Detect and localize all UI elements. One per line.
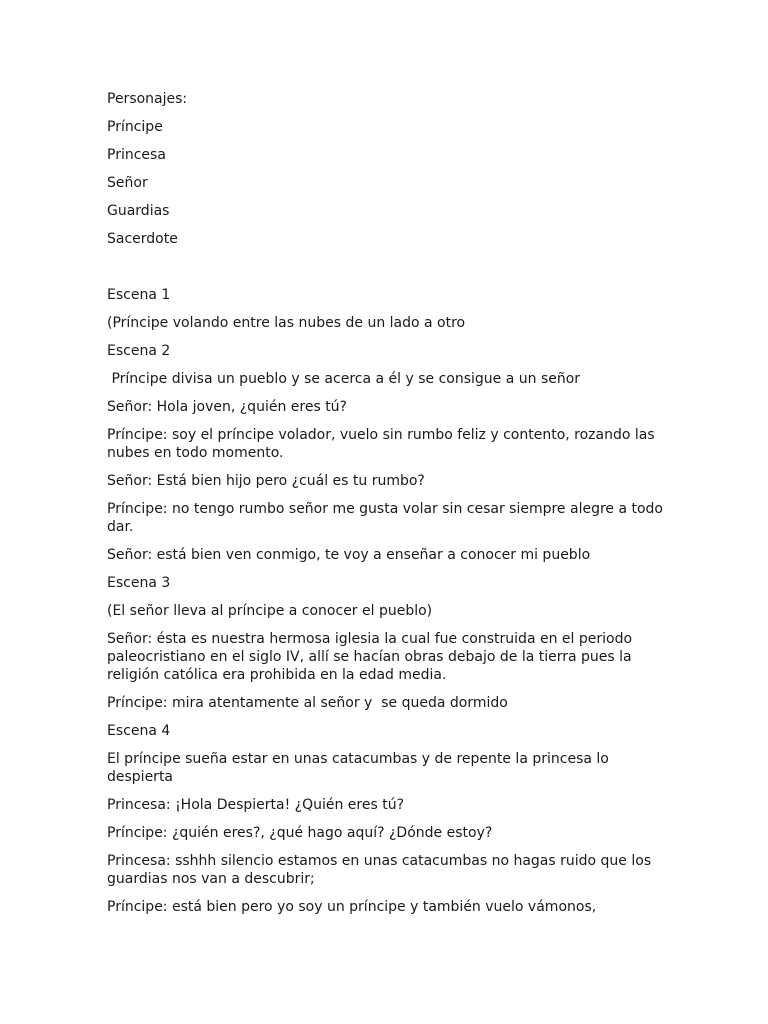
dialogue-line: Príncipe: ¿quién eres?, ¿qué hago aquí? ¿Dónde estoy?	[107, 825, 493, 841]
stage-direction: (Príncipe volando entre las nubes de un lado a otro	[107, 315, 466, 331]
character-item: Guardias	[107, 203, 170, 219]
stage-direction: (El señor lleva al príncipe a conocer el pueblo)	[107, 603, 433, 619]
scene-heading: Escena 2	[107, 343, 171, 359]
dialogue-line: Princesa: ¡Hola Despierta! ¿Quién eres tú?	[107, 797, 405, 813]
dialogue-line: Señor: está bien ven conmigo, te voy a enseñar a conocer mi pueblo	[107, 547, 591, 563]
scene-heading: Escena 3	[107, 575, 171, 591]
document-page	[107, 90, 667, 926]
dialogue-line: Señor: Está bien hijo pero ¿cuál es tu rumbo?	[107, 473, 425, 489]
character-item: Princesa	[107, 147, 166, 163]
characters-heading: Personajes:	[107, 91, 188, 107]
scene-heading: Escena 1	[107, 287, 171, 303]
character-item: Príncipe	[107, 119, 163, 135]
dialogue-line: Príncipe: mira atentamente al señor y se queda dormido	[107, 695, 508, 711]
dialogue-line: Príncipe: soy el príncipe volador, vuelo sin rumbo feliz y contento, rozando las nubes en todo momento.	[107, 427, 660, 461]
dialogue-line: Príncipe: está bien pero yo soy un príncipe y también vuelo vámonos,	[107, 899, 597, 915]
character-item: Sacerdote	[107, 231, 178, 247]
dialogue-line: Señor: Hola joven, ¿quién eres tú?	[107, 399, 347, 415]
dialogue-line: Señor: ésta es nuestra hermosa iglesia la cual fue construida en el periodo paleocristiano en el siglo IV, allí se hacían obras debajo de la tierra pues la religión católica era prohibida en la edad media.	[107, 631, 637, 683]
section-gap	[107, 258, 667, 286]
dialogue-line: Príncipe: no tengo rumbo señor me gusta volar sin cesar siempre alegre a todo dar.	[107, 501, 668, 535]
dialogue-line: Princesa: sshhh silencio estamos en unas catacumbas no hagas ruido que los guardias nos van a descubrir;	[107, 853, 656, 887]
character-item: Señor	[107, 175, 148, 191]
stage-direction: El príncipe sueña estar en unas catacumbas y de repente la princesa lo despierta	[107, 751, 614, 785]
scene-heading: Escena 4	[107, 723, 171, 739]
stage-direction: Príncipe divisa un pueblo y se acerca a él y se consigue a un señor	[107, 371, 581, 387]
